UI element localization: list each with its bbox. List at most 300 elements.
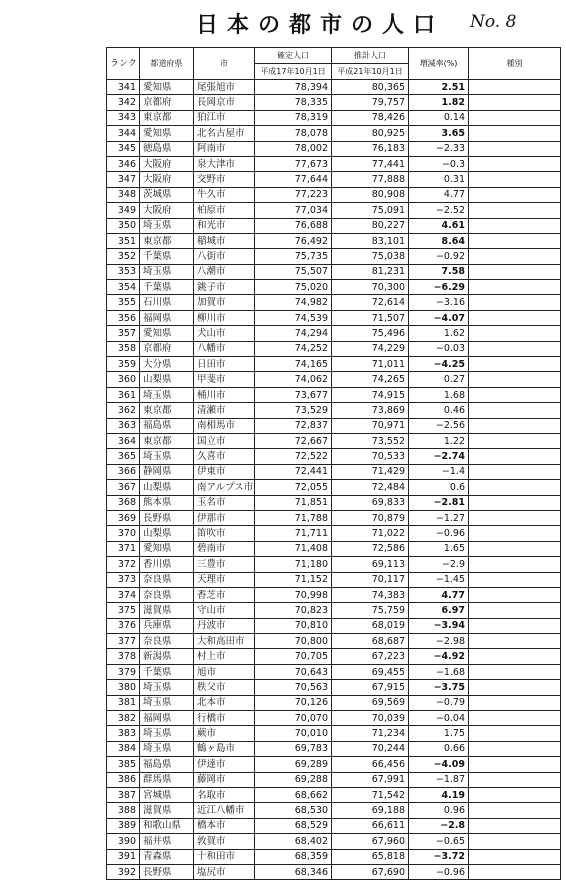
rank-cell: 341 [107,80,140,95]
estimated-population-cell: 71,022 [332,526,409,541]
confirmed-population-cell: 75,735 [255,249,332,264]
rank-cell: 367 [107,480,140,495]
prefecture-cell: 大阪府 [140,203,194,218]
change-rate-cell: 1.22 [409,433,469,448]
rank-cell: 387 [107,787,140,802]
prefecture-cell: 愛知県 [140,541,194,556]
confirmed-population-cell: 68,662 [255,787,332,802]
rank-cell: 347 [107,172,140,187]
type-cell [469,664,561,679]
change-rate-cell: 1.68 [409,387,469,402]
rank-cell: 375 [107,603,140,618]
change-rate-cell: −0.3 [409,156,469,171]
estimated-population-cell: 75,496 [332,326,409,341]
type-cell [469,557,561,572]
type-cell [469,526,561,541]
city-cell: 北本市 [194,695,255,710]
city-cell: 長岡京市 [194,95,255,110]
estimated-population-cell: 67,915 [332,680,409,695]
table-row [107,634,561,649]
prefecture-cell: 東京都 [140,403,194,418]
change-rate-cell: −1.68 [409,664,469,679]
prefecture-cell: 京都府 [140,95,194,110]
change-rate-cell: 1.75 [409,726,469,741]
confirmed-population-cell: 71,408 [255,541,332,556]
change-rate-cell: 1.62 [409,326,469,341]
prefecture-cell: 熊本県 [140,495,194,510]
table-row [107,649,561,664]
change-rate-cell: −6.29 [409,280,469,295]
prefecture-cell: 香川県 [140,557,194,572]
city-cell: 名取市 [194,787,255,802]
city-cell: 丹波市 [194,618,255,633]
prefecture-cell: 山梨県 [140,372,194,387]
estimated-population-cell: 71,507 [332,310,409,325]
estimated-population-cell: 80,908 [332,187,409,202]
city-cell: 清瀬市 [194,403,255,418]
rank-cell: 374 [107,587,140,602]
change-rate-cell: 4.77 [409,187,469,202]
city-cell: 国立市 [194,433,255,448]
city-cell: 日田市 [194,357,255,372]
rank-cell: 386 [107,772,140,787]
header-change: 増減率(%) [409,48,469,80]
estimated-population-cell: 67,223 [332,649,409,664]
estimated-population-cell: 70,244 [332,741,409,756]
rank-cell: 354 [107,280,140,295]
table-row [107,341,561,356]
table-row [107,757,561,772]
type-cell [469,834,561,849]
change-rate-cell: −2.52 [409,203,469,218]
city-cell: 伊達市 [194,757,255,772]
confirmed-population-cell: 74,252 [255,341,332,356]
city-cell: 久喜市 [194,449,255,464]
confirmed-population-cell: 76,492 [255,233,332,248]
city-cell: 和光市 [194,218,255,233]
type-cell [469,172,561,187]
change-rate-cell: 1.82 [409,95,469,110]
city-cell: 旭市 [194,664,255,679]
table-row [107,572,561,587]
change-rate-cell: −4.09 [409,757,469,772]
rank-cell: 355 [107,295,140,310]
prefecture-cell: 埼玉県 [140,726,194,741]
table-row [107,680,561,695]
rank-cell: 364 [107,433,140,448]
change-rate-cell: −4.25 [409,357,469,372]
type-cell [469,495,561,510]
prefecture-cell: 茨城県 [140,187,194,202]
prefecture-cell: 和歌山県 [140,818,194,833]
type-cell [469,218,561,233]
prefecture-cell: 滋賀県 [140,803,194,818]
estimated-population-cell: 70,039 [332,711,409,726]
rank-cell: 385 [107,757,140,772]
confirmed-population-cell: 74,539 [255,310,332,325]
rank-cell: 353 [107,264,140,279]
change-rate-cell: −1.27 [409,510,469,525]
type-cell [469,510,561,525]
type-cell [469,741,561,756]
estimated-population-cell: 65,818 [332,849,409,864]
table-row [107,772,561,787]
change-rate-cell: −3.94 [409,618,469,633]
type-cell [469,818,561,833]
city-cell: 蕨市 [194,726,255,741]
confirmed-population-cell: 74,294 [255,326,332,341]
prefecture-cell: 大分県 [140,357,194,372]
header-prefecture: 都道府県 [140,48,194,80]
confirmed-population-cell: 70,070 [255,711,332,726]
confirmed-population-cell: 69,289 [255,757,332,772]
city-cell: 加賀市 [194,295,255,310]
confirmed-population-cell: 68,402 [255,834,332,849]
prefecture-cell: 千葉県 [140,249,194,264]
confirmed-population-cell: 70,998 [255,587,332,602]
type-cell [469,280,561,295]
city-cell: 泉大津市 [194,156,255,171]
table-row [107,218,561,233]
confirmed-population-cell: 70,010 [255,726,332,741]
population-table [106,47,561,880]
prefecture-cell: 福井県 [140,834,194,849]
rank-cell: 351 [107,233,140,248]
change-rate-cell: 2.51 [409,80,469,95]
estimated-population-cell: 72,614 [332,295,409,310]
table-row [107,510,561,525]
city-cell: 稲城市 [194,233,255,248]
type-cell [469,310,561,325]
type-cell [469,357,561,372]
type-cell [469,403,561,418]
rank-cell: 365 [107,449,140,464]
change-rate-cell: −2.33 [409,141,469,156]
city-cell: 大和高田市 [194,634,255,649]
confirmed-population-cell: 72,837 [255,418,332,433]
city-cell: 鶴ヶ島市 [194,741,255,756]
rank-cell: 350 [107,218,140,233]
prefecture-cell: 京都府 [140,341,194,356]
type-cell [469,141,561,156]
confirmed-population-cell: 77,223 [255,187,332,202]
table-row [107,326,561,341]
estimated-population-cell: 72,586 [332,541,409,556]
table-row [107,864,561,879]
table-row [107,787,561,802]
confirmed-population-cell: 73,529 [255,403,332,418]
type-cell [469,203,561,218]
change-rate-cell: −1.87 [409,772,469,787]
prefecture-cell: 石川県 [140,295,194,310]
rank-cell: 368 [107,495,140,510]
change-rate-cell: 7.58 [409,264,469,279]
rank-cell: 392 [107,864,140,879]
header-estimated: 推計人口 [332,48,409,64]
estimated-population-cell: 81,231 [332,264,409,279]
table-row [107,80,561,95]
estimated-population-cell: 66,611 [332,818,409,833]
table-row [107,141,561,156]
confirmed-population-cell: 68,359 [255,849,332,864]
type-cell [469,372,561,387]
rank-cell: 361 [107,387,140,402]
type-cell [469,787,561,802]
type-cell [469,156,561,171]
rank-cell: 370 [107,526,140,541]
rank-cell: 366 [107,464,140,479]
city-cell: 秩父市 [194,680,255,695]
estimated-population-cell: 70,971 [332,418,409,433]
prefecture-cell: 愛知県 [140,326,194,341]
table-row [107,726,561,741]
prefecture-cell: 長野県 [140,864,194,879]
table-row [107,295,561,310]
rank-cell: 363 [107,418,140,433]
type-cell [469,572,561,587]
change-rate-cell: −0.96 [409,864,469,879]
estimated-population-cell: 75,759 [332,603,409,618]
estimated-population-cell: 80,227 [332,218,409,233]
change-rate-cell: −0.65 [409,834,469,849]
confirmed-population-cell: 72,055 [255,480,332,495]
rank-cell: 373 [107,572,140,587]
city-cell: 伊東市 [194,464,255,479]
prefecture-cell: 埼玉県 [140,680,194,695]
prefecture-cell: 奈良県 [140,634,194,649]
type-cell [469,126,561,141]
prefecture-cell: 埼玉県 [140,695,194,710]
table-row [107,541,561,556]
confirmed-population-cell: 76,688 [255,218,332,233]
table-row [107,834,561,849]
estimated-population-cell: 83,101 [332,233,409,248]
type-cell [469,233,561,248]
confirmed-population-cell: 72,522 [255,449,332,464]
prefecture-cell: 奈良県 [140,572,194,587]
city-cell: 敦賀市 [194,834,255,849]
type-cell [469,587,561,602]
confirmed-population-cell: 72,667 [255,433,332,448]
table-header [107,48,561,80]
city-cell: 南アルプス市 [194,480,255,495]
table-row [107,526,561,541]
change-rate-cell: −3.75 [409,680,469,695]
change-rate-cell: −2.56 [409,418,469,433]
type-cell [469,695,561,710]
type-cell [469,464,561,479]
rank-cell: 372 [107,557,140,572]
change-rate-cell: 6.97 [409,603,469,618]
estimated-population-cell: 69,188 [332,803,409,818]
rank-cell: 377 [107,634,140,649]
table-row [107,95,561,110]
table-row [107,418,561,433]
estimated-population-cell: 67,960 [332,834,409,849]
confirmed-population-cell: 70,823 [255,603,332,618]
rank-cell: 389 [107,818,140,833]
table-row [107,464,561,479]
confirmed-population-cell: 70,800 [255,634,332,649]
change-rate-cell: 0.27 [409,372,469,387]
prefecture-cell: 千葉県 [140,664,194,679]
rank-cell: 344 [107,126,140,141]
estimated-population-cell: 71,011 [332,357,409,372]
city-cell: 碧南市 [194,541,255,556]
confirmed-population-cell: 71,851 [255,495,332,510]
table-row [107,172,561,187]
rank-cell: 384 [107,741,140,756]
confirmed-population-cell: 69,288 [255,772,332,787]
confirmed-population-cell: 71,180 [255,557,332,572]
change-rate-cell: −3.72 [409,849,469,864]
change-rate-cell: 0.66 [409,741,469,756]
confirmed-population-cell: 70,810 [255,618,332,633]
header-confirmed-date: 平成17年10月1日 [255,64,332,80]
rank-cell: 371 [107,541,140,556]
rank-cell: 348 [107,187,140,202]
confirmed-population-cell: 78,394 [255,80,332,95]
table-body [107,80,561,880]
city-cell: 近江八幡市 [194,803,255,818]
rank-cell: 376 [107,618,140,633]
city-cell: 阿南市 [194,141,255,156]
table-row [107,849,561,864]
city-cell: 南相馬市 [194,418,255,433]
confirmed-population-cell: 74,165 [255,357,332,372]
change-rate-cell: 8.64 [409,233,469,248]
table-row [107,310,561,325]
change-rate-cell: −3.16 [409,295,469,310]
type-cell [469,618,561,633]
estimated-population-cell: 79,757 [332,95,409,110]
confirmed-population-cell: 77,034 [255,203,332,218]
change-rate-cell: −4.92 [409,649,469,664]
table-row [107,249,561,264]
city-cell: 玉名市 [194,495,255,510]
change-rate-cell: 4.19 [409,787,469,802]
table-row [107,433,561,448]
rank-cell: 352 [107,249,140,264]
type-cell [469,757,561,772]
estimated-population-cell: 68,687 [332,634,409,649]
estimated-population-cell: 73,869 [332,403,409,418]
city-cell: 香芝市 [194,587,255,602]
rank-cell: 345 [107,141,140,156]
type-cell [469,541,561,556]
type-cell [469,772,561,787]
estimated-population-cell: 69,113 [332,557,409,572]
type-cell [469,326,561,341]
confirmed-population-cell: 71,152 [255,572,332,587]
change-rate-cell: −2.74 [409,449,469,464]
prefecture-cell: 埼玉県 [140,218,194,233]
estimated-population-cell: 66,456 [332,757,409,772]
city-cell: 桶川市 [194,387,255,402]
rank-cell: 362 [107,403,140,418]
prefecture-cell: 大阪府 [140,172,194,187]
prefecture-cell: 静岡県 [140,464,194,479]
estimated-population-cell: 70,533 [332,449,409,464]
estimated-population-cell: 70,879 [332,510,409,525]
type-cell [469,80,561,95]
city-cell: 藤岡市 [194,772,255,787]
estimated-population-cell: 68,019 [332,618,409,633]
rank-cell: 342 [107,95,140,110]
table-row [107,387,561,402]
table-row [107,126,561,141]
estimated-population-cell: 74,915 [332,387,409,402]
table-row [107,372,561,387]
prefecture-cell: 千葉県 [140,280,194,295]
prefecture-cell: 兵庫県 [140,618,194,633]
city-cell: 十和田市 [194,849,255,864]
change-rate-cell: 0.6 [409,480,469,495]
confirmed-population-cell: 70,705 [255,649,332,664]
estimated-population-cell: 78,426 [332,110,409,125]
table-row [107,603,561,618]
rank-cell: 382 [107,711,140,726]
city-cell: 行橋市 [194,711,255,726]
confirmed-population-cell: 77,673 [255,156,332,171]
confirmed-population-cell: 78,319 [255,110,332,125]
estimated-population-cell: 77,441 [332,156,409,171]
change-rate-cell: 0.96 [409,803,469,818]
table-row [107,711,561,726]
confirmed-population-cell: 68,529 [255,818,332,833]
change-rate-cell: −0.96 [409,526,469,541]
confirmed-population-cell: 68,530 [255,803,332,818]
confirmed-population-cell: 74,062 [255,372,332,387]
prefecture-cell: 新潟県 [140,649,194,664]
city-cell: 甲斐市 [194,372,255,387]
rank-cell: 378 [107,649,140,664]
estimated-population-cell: 67,991 [332,772,409,787]
prefecture-cell: 東京都 [140,433,194,448]
city-cell: 尾張旭市 [194,80,255,95]
prefecture-cell: 愛知県 [140,126,194,141]
type-cell [469,864,561,879]
confirmed-population-cell: 71,711 [255,526,332,541]
prefecture-cell: 大阪府 [140,156,194,171]
prefecture-cell: 青森県 [140,849,194,864]
estimated-population-cell: 69,569 [332,695,409,710]
prefecture-cell: 福岡県 [140,310,194,325]
prefecture-cell: 宮城県 [140,787,194,802]
city-cell: 橋本市 [194,818,255,833]
table-row [107,695,561,710]
type-cell [469,295,561,310]
city-cell: 交野市 [194,172,255,187]
city-cell: 柳川市 [194,310,255,325]
change-rate-cell: −0.03 [409,341,469,356]
change-rate-cell: 4.61 [409,218,469,233]
change-rate-cell: −0.92 [409,249,469,264]
city-cell: 三豊市 [194,557,255,572]
table-row [107,587,561,602]
table-row [107,156,561,171]
rank-cell: 357 [107,326,140,341]
header-type: 種別 [469,48,561,80]
estimated-population-cell: 75,038 [332,249,409,264]
prefecture-cell: 徳島県 [140,141,194,156]
city-cell: 犬山市 [194,326,255,341]
confirmed-population-cell: 68,346 [255,864,332,879]
estimated-population-cell: 74,229 [332,341,409,356]
change-rate-cell: −1.4 [409,464,469,479]
prefecture-cell: 福島県 [140,418,194,433]
table-row [107,280,561,295]
